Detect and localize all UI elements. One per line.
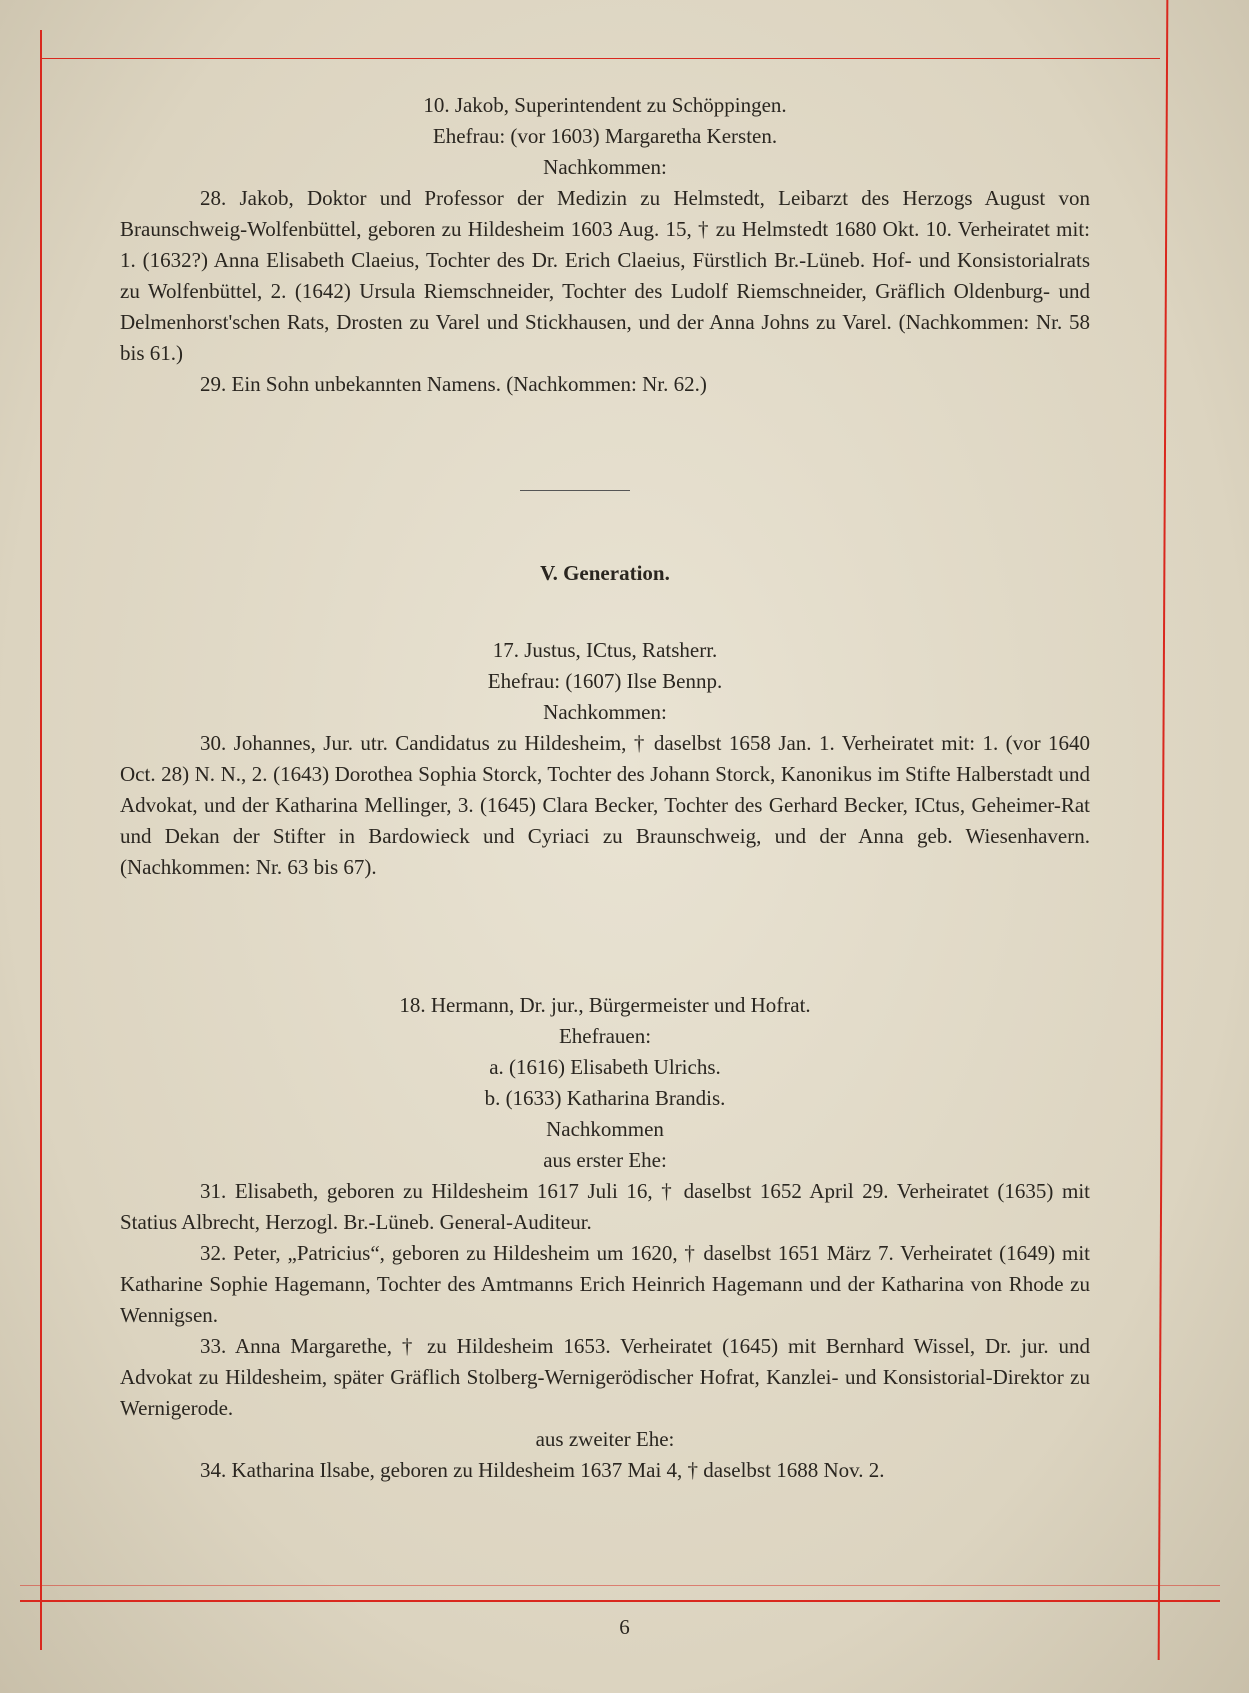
document-page (120, 80, 1090, 1580)
entry-18-descendants-label: Nachkommen (546, 1117, 664, 1141)
entry-17-spouse: Ehefrau: (1607) Ilse Bennp. (487, 669, 723, 693)
entry-18-spouse-b: b. (1633) Katharina Brandis. (484, 1086, 726, 1110)
entry-10-descendants-label: Nachkommen: (543, 155, 667, 179)
entry-10-heading: 10. Jakob, Superintendent zu Schöppingen. (423, 93, 787, 117)
entry-17-descendants-label: Nachkommen: (543, 700, 667, 724)
entry-18-spouse-a: a. (1616) Elisabeth Ulrichs. (489, 1055, 721, 1079)
entry-28-paragraph: 28. Jakob, Doktor und Professor der Medizin zu Helmstedt, Leibarzt des Herzogs August von Braunschweig-Wolfenbüttel, geboren zu Hildesheim 1603 Aug. 15, † zu Helmstedt 1680 Okt. 10. Verheiratet mit: 1. (1632?) Anna Elisabeth Claeius, Tochter des Dr. Erich Claeius, Fürstlich Br.-Lüneb. Hof- und Konsistorialrats zu Wolfenbüttel, 2. (1642) Ursula Riemschneider, Tochter des Ludolf Riemschneider, Gräflich Oldenburg- und Delmenhorst'schen Rats, Drosten zu Varel und Stickhausen, und der Anna Johns zu Varel. (Nachkommen: Nr. 58 bis 61.) (120, 186, 1090, 365)
entry-17-heading: 17. Justus, ICtus, Ratsherr. (492, 638, 718, 662)
frame-line-bottom-faint (20, 1585, 1220, 1586)
frame-line-top (40, 58, 1160, 59)
generation-heading-block (120, 558, 1090, 589)
section-iv-end (120, 90, 1090, 400)
entry-33-paragraph: 33. Anna Margarethe, † zu Hildesheim 1653. Verheiratet (1645) mit Bernhard Wissel, Dr. jur. und Advokat zu Hildesheim, später Gräflich Stolberg-Wernigerödischer Hofrat, Kanzlei- und Konsistorial-Direktor zu Wernigerode. (120, 1334, 1090, 1420)
entry-18-first-marriage-label: aus erster Ehe: (543, 1148, 667, 1172)
section-divider (520, 490, 630, 491)
entry-18-spouses-label: Ehefrauen: (558, 1024, 652, 1048)
entry-10-spouse: Ehefrau: (vor 1603) Margaretha Kersten. (432, 124, 778, 148)
entry-34-paragraph: 34. Katharina Ilsabe, geboren zu Hildesheim 1637 Mai 4, † daselbst 1688 Nov. 2. (200, 1458, 885, 1482)
entry-18-block (120, 990, 1090, 1486)
entry-31-paragraph: 31. Elisabeth, geboren zu Hildesheim 1617 Juli 16, † daselbst 1652 April 29. Verheiratet (1635) mit Statius Albrecht, Herzogl. Br.-Lüneb. General-Auditeur. (120, 1179, 1090, 1234)
entry-18-heading: 18. Hermann, Dr. jur., Bürgermeister und Hofrat. (399, 993, 811, 1017)
frame-line-left (40, 30, 42, 1650)
page-number: 6 (619, 1615, 630, 1639)
entry-18-second-marriage-label: aus zweiter Ehe: (535, 1427, 675, 1451)
frame-line-bottom (20, 1600, 1220, 1602)
entry-30-paragraph: 30. Johannes, Jur. utr. Candidatus zu Hildesheim, † daselbst 1658 Jan. 1. Verheiratet mit: 1. (vor 1640 Oct. 28) N. N., 2. (1643) Dorothea Sophia Storck, Tochter des Johann Storck, Kanonikus im Stifte Halberstadt und Advokat, und der Katharina Mellinger, 3. (1645) Clara Becker, Tochter des Gerhard Becker, ICtus, Geheimer-Rat und Dekan der Stifter in Bardowieck und Cyriaci zu Braunschweig, und der Anna geb. Wiesenhavern. (Nachkommen: Nr. 63 bis 67). (120, 731, 1090, 879)
entry-17-block (120, 635, 1090, 883)
entry-29-paragraph: 29. Ein Sohn unbekannten Namens. (Nachkommen: Nr. 62.) (200, 372, 707, 396)
generation-title: V. Generation. (540, 561, 670, 585)
entry-32-paragraph: 32. Peter, „Patricius“, geboren zu Hildesheim um 1620, † daselbst 1651 März 7. Verheiratet (1649) mit Katharine Sophie Hagemann, Tochter des Amtmanns Erich Heinrich Hagemann und der Katharina von Rhode zu Wennigsen. (120, 1241, 1090, 1327)
